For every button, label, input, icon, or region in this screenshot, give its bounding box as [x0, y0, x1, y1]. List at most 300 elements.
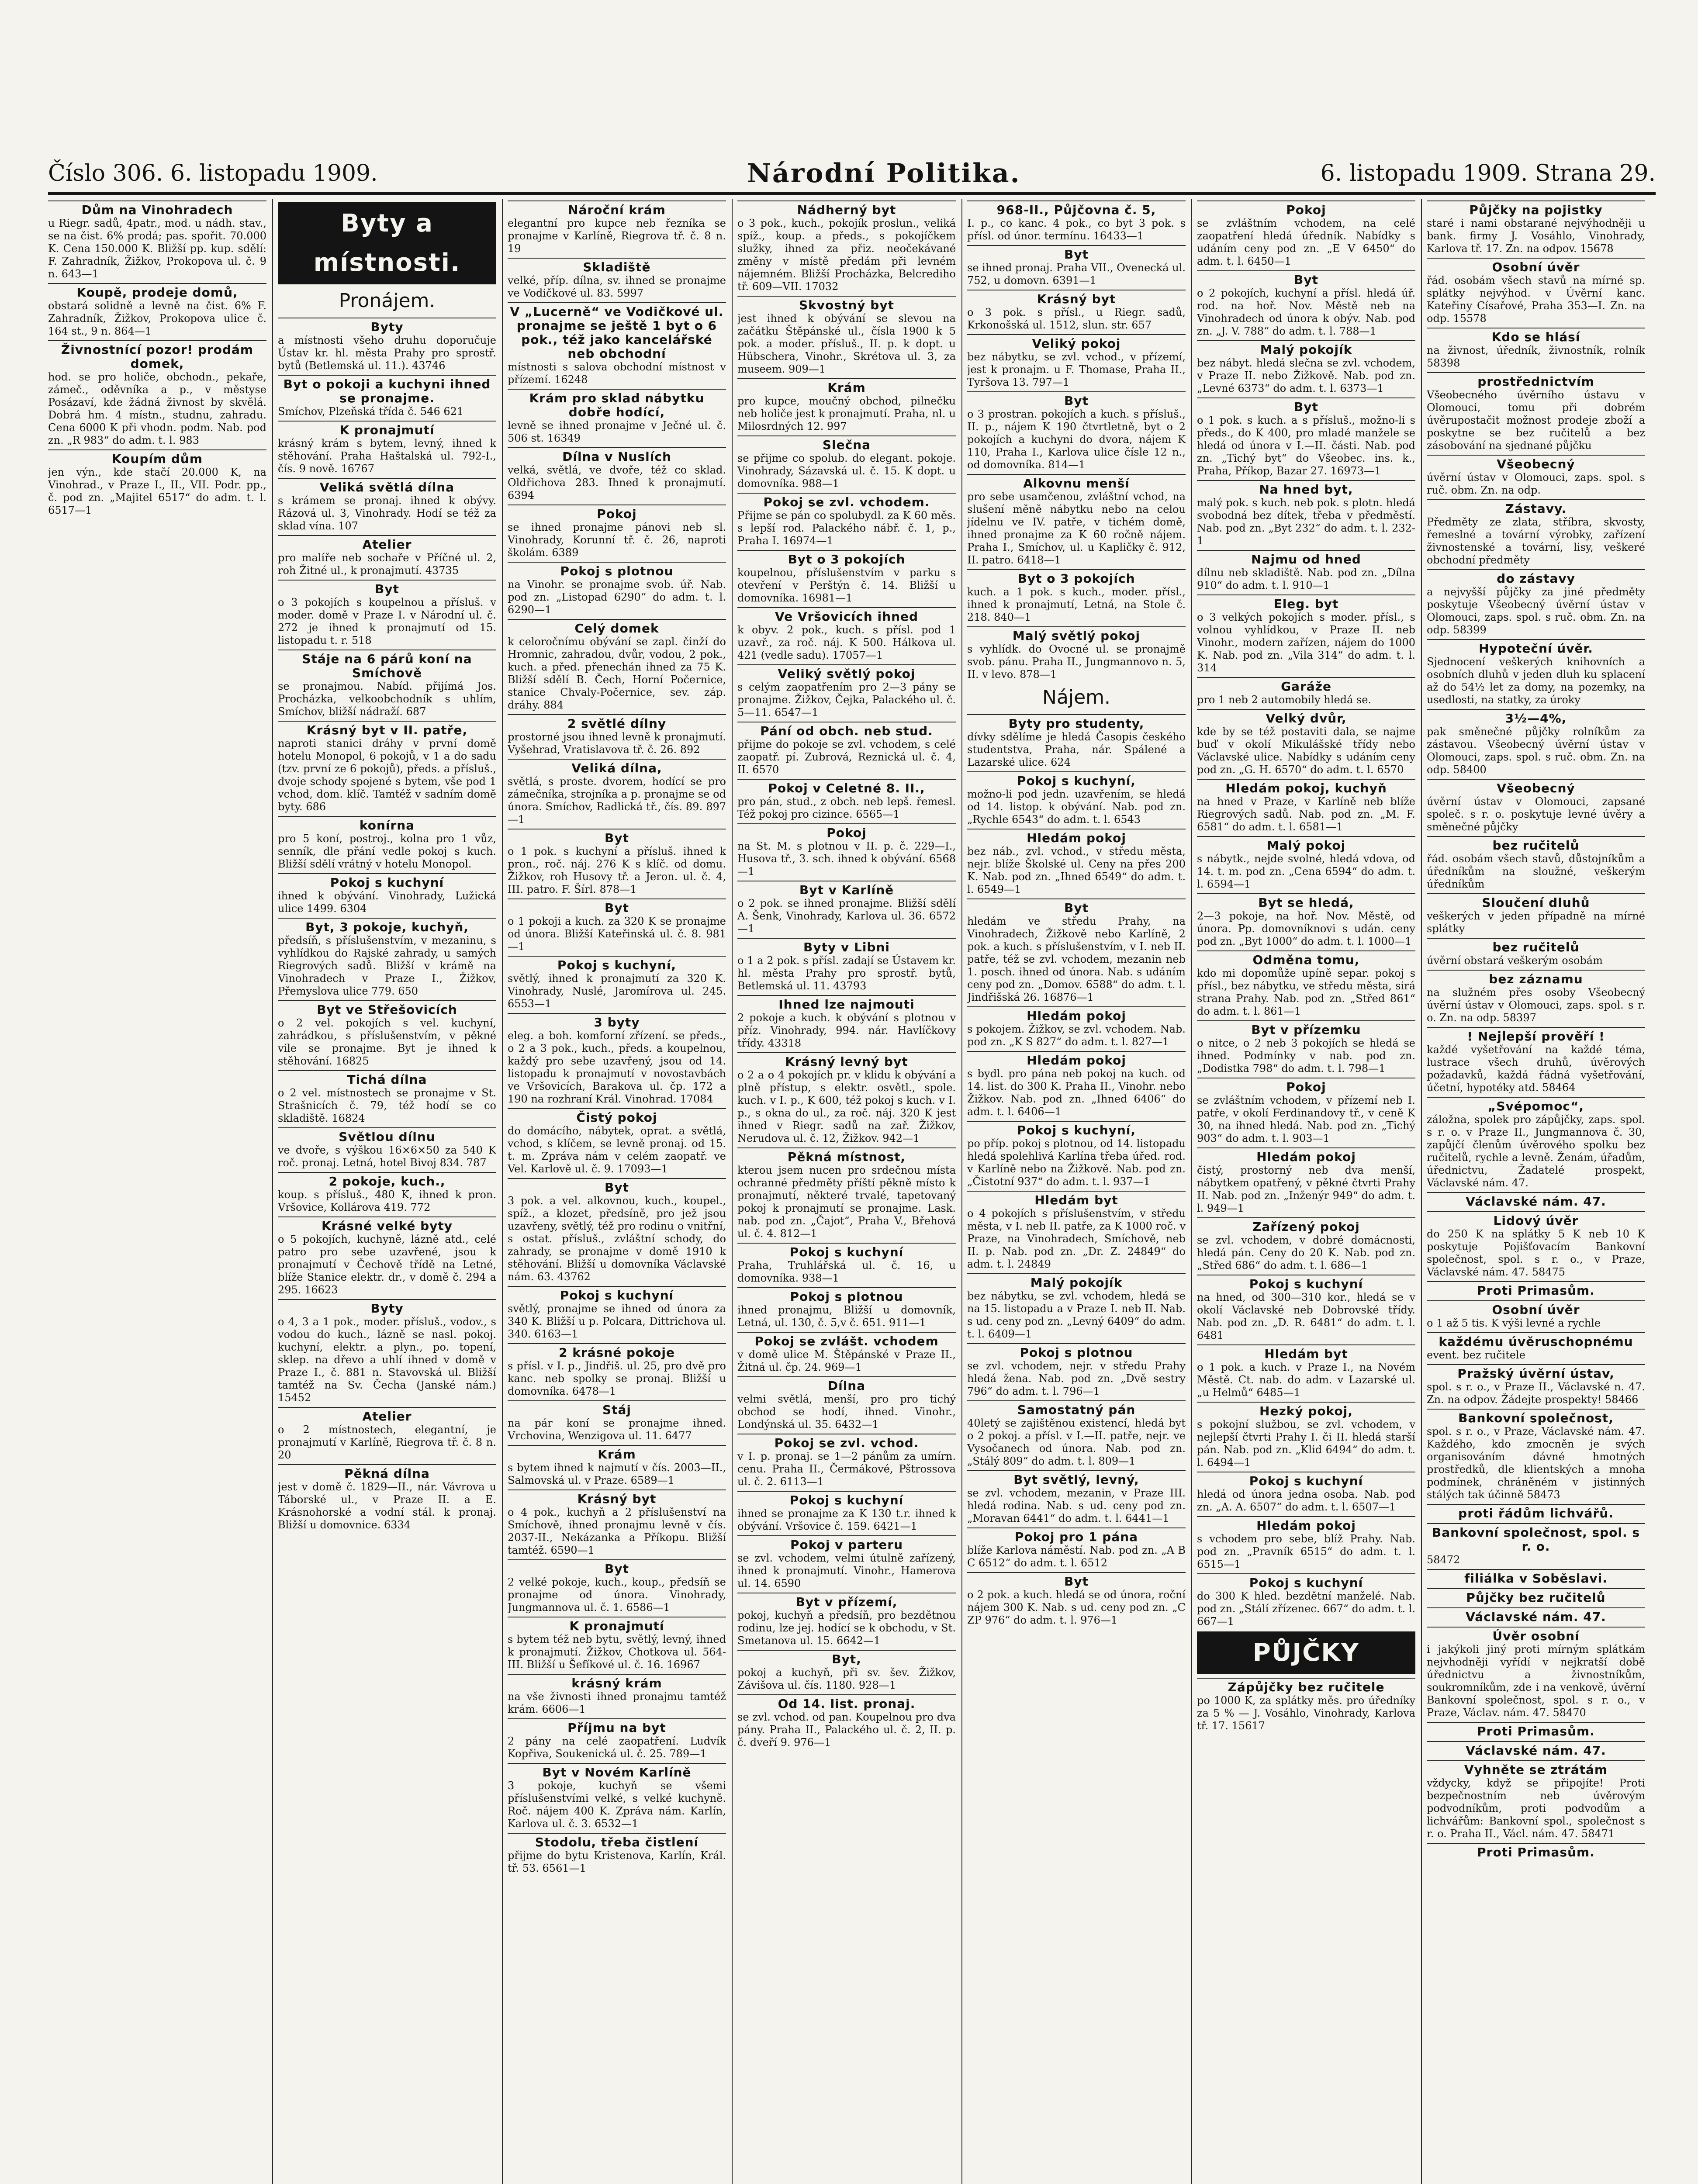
classified-ad	[278, 1000, 496, 1068]
ad-separator	[1197, 1678, 1415, 1679]
ad-headline: Osobní úvěr	[1492, 1303, 1580, 1317]
classified-ad	[967, 1470, 1186, 1525]
classified-ad	[278, 318, 496, 372]
ad-headline: Pokoj s kuchyní	[1249, 1277, 1363, 1291]
ad-body: Všeobecného úvěrního ústavu v Olomouci, tomu při dobrém úvěrupostačit možnost prodeje zboží a poskytne se bez ručitelů a bez zásobování na sjednané půjčku	[1427, 389, 1645, 452]
classified-ad	[967, 626, 1186, 681]
ad-separator	[967, 771, 1186, 772]
ad-headline: Stáje na 6 párů koní na Smíchově	[302, 652, 472, 680]
classified-ad	[278, 918, 496, 998]
ad-headline: Slečna	[822, 438, 871, 452]
ad-headline: Byty v Libni	[803, 940, 890, 954]
ad-separator	[1427, 709, 1645, 710]
classified-ad	[1197, 950, 1415, 1018]
ad-separator	[1197, 550, 1415, 551]
ad-separator	[737, 1243, 956, 1244]
ad-separator	[508, 1445, 726, 1446]
ad-headline: Pokoj se zvl. vchod.	[774, 1436, 919, 1450]
column-divider	[272, 199, 273, 2184]
ad-body: s pokojní službou, se zvl. vchodem, v nejlepší čtvrti Prahy I. či II. hledá starší pán. Nab. pod zn. „Klid 6494“ do adm. t. l. 6494—1	[1197, 1418, 1415, 1469]
ad-headline: Velký dvůr,	[1266, 711, 1347, 726]
ad-separator	[508, 1108, 726, 1109]
classified-ad	[1197, 270, 1415, 338]
ad-separator	[1427, 499, 1645, 500]
classified-ad	[967, 391, 1186, 471]
classified-ad	[1427, 258, 1645, 325]
ad-separator	[1197, 594, 1415, 595]
ad-body: a místnosti všeho druhu doporučuje Ústav kr. hl. města Prahy pro sprostř. bytů (Betlemská ul. 11.). 43746	[278, 334, 496, 372]
ad-body: 3 pok. a vel. alkovnou, kuch., koupel., spíž., a klozet, předsíně, pro jež jsou uzavřeny, světlý, též pro rodinu o vnitřní, s ostat. přísluš., zvláštní schody, do zahrady, se pronajme v domě 1910 k stěhování. Bližší u domovníka Václavské nám. 63. 43762	[508, 1195, 726, 1283]
classified-ad	[1197, 594, 1415, 674]
ad-body: 2—3 pokoje, na hoř. Nov. Městě, od února. Pp. domovníknovi s udán. ceny pod zn. „Byt 1000“ do adm. t. l. 1000—1	[1197, 910, 1415, 947]
ad-separator	[737, 1535, 956, 1536]
ad-separator	[737, 435, 956, 436]
ad-body: úvěrní obstará veškerým osobám	[1427, 954, 1603, 967]
ad-body: jen výn., kde stačí 20.000 K, na Vinohrad., v Praze I., II., VII. Podr. pp., č. pod zn. „Majitel 6517“ do adm. t. l. 6517—1	[48, 466, 266, 516]
ad-body: na St. M. s plotnou v II. p. č. 229—I., Husova tř., 3. sch. ihned k obývání. 6568—1	[737, 840, 956, 878]
classified-ad	[737, 493, 956, 547]
ad-separator	[1427, 1192, 1645, 1193]
ad-separator	[278, 1127, 496, 1128]
ad-headline: Celý domek	[574, 621, 659, 636]
classified-ad	[737, 378, 956, 433]
ad-headline: Alkovnu menší	[1023, 476, 1130, 491]
classified-ad	[1427, 200, 1645, 255]
ad-separator	[508, 714, 726, 715]
ad-headline: 968-II., Půjčovna č. 5,	[996, 203, 1156, 217]
ad-body: s vchodem pro sebe, blíž Prahy. Nab. pod zn. „Pravník 6515“ do adm. t. l. 6515—1	[1197, 1533, 1415, 1570]
ad-separator	[48, 340, 266, 341]
classified-ad	[1197, 1402, 1415, 1469]
ad-body: světlý, ihned k pronajmutí za 320 K. Vinohrady, Nuslé, Jaromírova ul. 245. 6553—1	[508, 972, 726, 1010]
ad-body: s bydl. pro pána neb pokoj na kuch. od 14. list. do 300 K. Praha II., Vinohr. nebo Žižkov. Nab. pod zn. „Ihned 6406“ do adm. t. l. 6406—1	[967, 1068, 1186, 1118]
classified-ad	[508, 389, 726, 445]
ad-headline: Živnostnící pozor! prodám domek,	[61, 342, 254, 371]
classified-ad	[508, 1559, 726, 1614]
ad-separator	[1427, 1627, 1645, 1628]
classified-ad	[508, 1445, 726, 1487]
classified-ad	[1197, 340, 1415, 395]
ad-headline: Úvěr osobní	[1492, 1629, 1580, 1643]
column-divider	[1191, 199, 1192, 2184]
classified-ad	[1427, 1097, 1645, 1189]
classified-ad	[737, 1052, 956, 1145]
classified-ad	[1427, 1607, 1645, 1624]
ad-headline: Pokoj s kuchyní	[789, 1245, 904, 1259]
ad-body: pak směnečné půjčky rolníkům za zástavou. Všeobecný úvěrní ústav v Olomouci, zaps. spol. s ruč. obm. Zn. na odp. 58400	[1427, 726, 1645, 776]
ad-body: úvěrní ústav v Olomouci, zapsané společ. s r. o. poskytuje levné úvěry a směnečné půjčky	[1427, 795, 1645, 833]
ad-separator	[1197, 1147, 1415, 1148]
ad-headline: Byty	[370, 1301, 404, 1316]
classified-ad	[508, 619, 726, 712]
ad-headline: Pokoj s kuchyní,	[1017, 1123, 1136, 1137]
ad-headline: Pokoj v Celetné 8. II.,	[768, 781, 925, 795]
ad-body: se zvl. vchod. od pan. Koupelnou pro dva pány. Praha II., Palackého ul. č. 2, II. p. č. dveří 9. 976—1	[737, 1711, 956, 1749]
ad-separator	[508, 1489, 726, 1490]
ad-headline: Hypoteční úvěr.	[1479, 641, 1593, 656]
ad-separator	[1427, 1300, 1645, 1301]
ad-separator	[737, 607, 956, 608]
ad-body: se zvl. vchodem, v dobré domácnosti, hledá pán. Ceny do 20 K. Nab. pod zn. „Střed 686“ do adm. t. l. 686—1	[1197, 1234, 1415, 1272]
section-heading-pujcky: PŮJČKY	[1197, 1631, 1415, 1674]
ad-body: na Vinohr. se pronajme svob. úř. Nab. pod zn. „Listopad 6290“ do adm. t. l. 6290—1	[508, 578, 726, 616]
classified-ad	[1427, 1722, 1645, 1738]
ad-separator	[1427, 1523, 1645, 1524]
ad-headline: Pokoj s kuchyní	[330, 875, 444, 890]
classified-ad	[278, 1464, 496, 1531]
ad-separator	[278, 873, 496, 874]
ad-separator	[1427, 1281, 1645, 1282]
classified-ad	[1427, 1027, 1645, 1094]
ad-separator	[1197, 1402, 1415, 1403]
ad-headline: Byt	[605, 831, 629, 845]
classified-ad	[1427, 1211, 1645, 1279]
ad-separator	[508, 1178, 726, 1179]
classifieds-columns	[48, 199, 1656, 2184]
ad-headline: Půjčky na pojistky	[1469, 203, 1603, 217]
ad-headline: Tichá dílna	[347, 1072, 427, 1087]
classified-ad	[967, 290, 1186, 332]
ad-headline: Byt	[605, 1562, 629, 1576]
ad-body: se zvl. vchodem, mezanin, v Praze III. hledá rodina. Nab. s ud. ceny pod zn. „Moravan 6441“ do adm. t. l. 6441—1	[967, 1487, 1186, 1524]
ad-headline: Pokoj s kuchyní	[1249, 1474, 1363, 1488]
ad-separator	[508, 1674, 726, 1675]
ad-separator	[737, 296, 956, 297]
ad-body: pro 5 koní, postroj., kolna pro 1 vůz, senník, dle přání vedle pokoj s kuch. Bližší sdělí vrátný v hotelu Monopol.	[278, 833, 496, 870]
ad-body: s bytem ihned k najmutí v čís. 2003—II., Salmovská ul. v Praze. 6589—1	[508, 1462, 726, 1486]
ad-separator	[278, 375, 496, 376]
ad-body: naproti stanici dráhy v první domě hotelu Monopol, 6 pokojů, v 1 a do sadu (tzv. první ze 6 pokojů), předs. a přísluš., dvoje schody spojené s bytem, vše pod 1 vchod, dom. klíč. Tamtéž v sadním domě byty. 686	[278, 737, 496, 813]
column-divider	[502, 199, 503, 2184]
classified-ad	[1197, 550, 1415, 592]
ad-body: velké, příp. dílna, sv. ihned se pronajme ve Vodičkové ul. 83. 5997	[508, 274, 726, 299]
ad-separator	[1427, 1097, 1645, 1098]
ad-body: s bytem též neb bytu, světlý, levný, ihned k pronajmutí. Žižkov, Chotkova ul. 564-III. Bližší u Šefíkové ul. č. 16. 16967	[508, 1633, 726, 1671]
ad-headline: proti řádům lichvářů.	[1458, 1506, 1614, 1521]
ad-headline: ! Nejlepší prověří !	[1467, 1029, 1605, 1044]
ad-headline: Skvostný byt	[799, 298, 894, 312]
ad-headline: Byt	[605, 901, 629, 915]
ad-headline: každému úvěruschopnému	[1439, 1334, 1633, 1349]
classified-ad	[508, 1013, 726, 1106]
ad-separator	[967, 1121, 1186, 1122]
ad-headline: Hledám pokoj	[1256, 1150, 1356, 1164]
ad-body: ve dvoře, s výškou 16×6×50 za 540 K roč. pronaj. Letná, hotel Bivoj 834. 787	[278, 1144, 496, 1169]
classified-ad	[278, 478, 496, 532]
ad-body: bez nábytku, se zvl. vchodem, hledá se na 15. listopadu a v Praze I. neb II. Nab. s ud. ceny pod zn. „Levný 6409“ do adm. t. l. 6409—1	[967, 1290, 1186, 1340]
ad-body: na vše živnosti ihned pronajmu tamtéž krám. 6606—1	[508, 1690, 726, 1715]
ad-separator	[737, 1650, 956, 1651]
ad-separator	[508, 1559, 726, 1560]
ad-separator	[1427, 779, 1645, 780]
ad-separator	[1197, 950, 1415, 951]
ad-body: čistý, prostorný neb dva menší, nábytkem opatřený, v pěkné čtvrti Prahy II. Nab. pod zn. „Inženýr 949“ do adm. t. l. 949—1	[1197, 1164, 1415, 1214]
classified-ad	[278, 580, 496, 647]
ad-separator	[278, 1464, 496, 1465]
ad-headline: Veliká dílna,	[571, 761, 662, 775]
ad-headline: konírna	[359, 818, 415, 833]
ad-separator	[1197, 1573, 1415, 1574]
classified-ad	[1427, 1569, 1645, 1586]
ad-headline: Hledám pokoj	[1027, 1009, 1126, 1023]
ad-headline: Byt	[1064, 901, 1089, 915]
classified-ad	[508, 302, 726, 386]
ad-separator	[967, 1470, 1186, 1471]
ad-headline: Byt	[375, 582, 399, 596]
ad-headline: Hledám byt	[1034, 1193, 1118, 1207]
ad-headline: Zápůjčky bez ručitele	[1228, 1680, 1385, 1694]
ad-separator	[278, 1070, 496, 1071]
classified-ad	[737, 200, 956, 293]
classified-ad	[967, 898, 1186, 1004]
ad-separator	[1197, 1217, 1415, 1218]
ad-body: se zvl. vchodem, velmi útulně zařízený, ihned k pronajmutí. Vinohr., Hamerova ul. 14. 6590	[737, 1552, 956, 1590]
ad-body: Předměty ze zlata, stříbra, skvosty, řemeslné a tovární výrobky, zařízení živnostenské a tovární, lisy, veškeré obchodní předměty	[1427, 516, 1645, 566]
classified-ad	[1427, 779, 1645, 833]
ad-headline: Veliký světlý pokoj	[778, 667, 916, 681]
column-3	[508, 199, 726, 2184]
ad-separator	[508, 1286, 726, 1287]
ad-headline: Kdo se hlásí	[1491, 330, 1580, 344]
ad-headline: Čistý pokoj	[576, 1110, 657, 1125]
section-heading-pronajem: Pronájem.	[339, 290, 436, 312]
classified-ad	[48, 449, 266, 517]
ad-headline: Krásný levný byt	[785, 1054, 908, 1069]
ad-headline: Dům na Vinohradech	[81, 203, 233, 217]
ad-separator	[278, 535, 496, 536]
classified-ad	[508, 759, 726, 826]
ad-body: ihned se pronajme za K 130 t.r. ihned k obývání. Vršovice č. 159. 6421—1	[737, 1507, 956, 1532]
classified-ad	[1197, 779, 1415, 833]
ad-body: o 1 pok. s kuch. a s přísluš., možno-li s předs., do K 400, pro mladé manžele se hledá od února v I.—II. části. Nab. pod zn. „Tichý byt“ do Všeobec. ins. k., Praha, Příkop, Bazar 27. 16973—1	[1197, 414, 1415, 477]
ad-body: 40letý se zajištěnou existencí, hledá byt o 2 pokoj. a přísl. v I.—II. patře, nejr. ve Vysočanech od února. Nab. pod zn. „Stálý 809“ do adm. t. l. 809—1	[967, 1417, 1186, 1467]
ad-body: 2 pány na celé zaopatření. Ludvík Kopřiva, Soukenická ul. č. 25. 789—1	[508, 1735, 726, 1760]
ad-headline: Odměna tomu,	[1252, 953, 1360, 967]
ad-separator	[1427, 938, 1645, 939]
ad-headline: Koupě, prodeje domů,	[76, 285, 238, 300]
ad-body: o 4 pokojích s příslušenstvím, v středu města, v I. neb II. patře, za K 1000 roč. v Praze, na Vinohradech, Smíchově, neb II. p. Nab. pod zn. „Dr. Z. 24849“ do adm. t. l. 24849	[967, 1207, 1186, 1270]
ad-body: možno-li pod jedn. uzavřením, se hledá od 14. listop. k obývání. Nab. pod zn. „Rychle 6543“ do adm. t. l. 6543	[967, 788, 1186, 826]
ad-headline: Byt v Karlíně	[799, 883, 894, 897]
classified-ad	[1197, 1573, 1415, 1628]
ad-body: kterou jsem nucen pro srdečnou místa ochranné předměty příští pěkně místo k pronajmutí, některé trvalé, tapetovaný pokoj k pronajmutí se pronajme. Lask. nab. pod zn. „Čajot“, Praha V., Břehová ul. č. 4. 812—1	[737, 1164, 956, 1240]
classified-ad	[967, 1273, 1186, 1341]
ad-headline: Sloučení dluhů	[1482, 895, 1590, 910]
ad-separator	[1427, 1843, 1645, 1844]
ad-body: o 4 pok., kuchyň a 2 příslušenství na Smíchově, ihned pronajmu levně v čís. 2037-II., Nekázanka a Příkopu. Bližší tamtéž. 6590—1	[508, 1506, 726, 1556]
classified-ad	[967, 1400, 1186, 1468]
ad-separator	[1427, 455, 1645, 456]
ad-body: dívky sdělíme je hledá Časopis českého studentstva, Praha, nár. Spálené a Lazarské ulice. 624	[967, 731, 1186, 768]
column-divider	[961, 199, 962, 2184]
ad-headline: Pokoj s kuchyní	[560, 1288, 674, 1303]
ad-separator	[967, 391, 1186, 392]
classified-ad	[1197, 1020, 1415, 1075]
ad-body: k celoročnímu obývání se zapl. činží do Hromnic, zahradou, dvůr, vodou, 2 pok., kuch. a před. přenechán ihned za 75 K. Bližší sdělí B. Čech, Horní Počernice, stanice Chvaly-Počernice, sev. záp. dráhy. 884	[508, 636, 726, 711]
ad-headline: Malý pokojík	[1260, 342, 1352, 357]
classified-ad	[508, 1718, 726, 1760]
ad-headline: Proti Primasům.	[1477, 1283, 1595, 1298]
classified-ad	[508, 1617, 726, 1671]
ad-separator	[1427, 1607, 1645, 1608]
classified-ad	[1197, 1217, 1415, 1272]
classified-ad	[508, 898, 726, 953]
ad-separator	[737, 1491, 956, 1492]
ad-body: elegantní pro kupce neb řezníka se pronajme v Karlíně, Riegrova tř. č. 8 n. 19	[508, 217, 726, 255]
ad-headline: Ihned lze najmouti	[778, 997, 915, 1012]
classified-ad	[508, 562, 726, 616]
ad-separator	[508, 1013, 726, 1014]
ad-separator	[508, 956, 726, 957]
classified-ad	[1197, 1078, 1415, 1145]
ad-body: o 2 vel. pokojích s vel. kuchyní, zahrádkou, s příslušenstvím, v pěkné vile se pronajme. Byt je ihned k stěhování. 16825	[278, 1017, 496, 1067]
classified-ad	[737, 607, 956, 662]
ad-body: 3 pokoje, kuchyň se všemi příslušenstvími velké, s velké kuchyně. Roč. nájem 400 K. Zpráva nám. Karlín, Karlova ul. č. 3. 6532—1	[508, 1780, 726, 1830]
classified-ad	[1197, 1147, 1415, 1215]
classified-ad	[967, 1527, 1186, 1569]
ad-headline: Pokoj s plotnou	[560, 564, 674, 578]
classified-ad	[737, 881, 956, 935]
classified-ad	[1427, 1281, 1645, 1298]
ad-headline: 3 byty	[594, 1015, 640, 1030]
ad-headline: Byt	[1064, 247, 1089, 262]
ad-separator	[1427, 1027, 1645, 1028]
ad-body: o 2 pok. se ihned pronajme. Bližší sdělí A. Šenk, Vinohrady, Karlova ul. 36. 6572—1	[737, 897, 956, 935]
classified-ad	[1427, 709, 1645, 776]
classified-ad	[967, 829, 1186, 896]
ad-body: místnosti s salova obchodní místnost v přízemí. 16248	[508, 361, 726, 386]
ad-headline: Pokoj s plotnou	[1020, 1345, 1133, 1360]
ad-separator	[508, 562, 726, 563]
ad-separator	[967, 245, 1186, 246]
ad-body: Přijme se pán co spolubydl. za K 60 měs. s lepší rod. Palackého nábř. č. 1, p., Praha I. 16974—1	[737, 509, 956, 547]
classified-ad	[508, 1343, 726, 1398]
ad-headline: Skladiště	[583, 260, 651, 274]
ad-headline: Byt v přízemku	[1251, 1023, 1361, 1037]
ad-headline: 2 krásné pokoje	[559, 1345, 675, 1360]
classified-ad	[737, 779, 956, 821]
ad-separator	[508, 389, 726, 390]
classified-ad	[967, 1051, 1186, 1118]
ad-separator	[967, 898, 1186, 899]
classified-ad	[967, 1121, 1186, 1188]
ad-headline: Krám pro sklad nábytku dobře hodící,	[529, 391, 705, 419]
ad-body: po 1000 K, za splátky měs. pro úředníky za 5 % — J. Vosáhlo, Vinohrady, Karlova tř. 17. 15617	[1197, 1694, 1415, 1732]
ad-headline: Byt	[605, 1180, 629, 1195]
ad-headline: K pronajmutí	[569, 1619, 664, 1633]
ad-headline: Nároční krám	[568, 203, 666, 217]
ad-headline: Pokoj	[1286, 1080, 1326, 1094]
ad-headline: Pokoj	[1286, 203, 1326, 217]
ad-headline: Koupím dům	[111, 452, 203, 466]
ad-body: přijme do pokoje se zvl. vchodem, s celé zaopatř. pí. Zubrová, Reznická ul. č. 4, II. 6570	[737, 738, 956, 776]
classified-ad	[1197, 1678, 1415, 1732]
ad-separator	[1197, 397, 1415, 398]
ad-body: do 250 K na splátky 5 K neb 10 K poskytuje Pojišťovacím Bankovní společnost, spol. s r. o., v Praze, Václavské nám. 47. 58475	[1427, 1228, 1645, 1278]
ad-separator	[1197, 779, 1415, 780]
ad-headline: Pražský úvěrní ústav,	[1457, 1366, 1615, 1381]
ad-headline: Hledám pokoj	[1027, 831, 1126, 845]
classified-ad	[1197, 1344, 1415, 1399]
ad-separator	[737, 1376, 956, 1377]
ad-separator	[1427, 1409, 1645, 1410]
ad-headline: Byt o 3 pokojích	[1017, 571, 1135, 586]
ad-body: se zvláštním vchodem, na celé zaopatření hledá úředník. Nabídky s udáním ceny pod zn. „E V 6450“ do adm. t. l. 6450—1	[1197, 217, 1415, 267]
classified-ad	[1197, 709, 1415, 776]
column-4	[737, 199, 956, 2184]
ad-separator	[508, 447, 726, 448]
ad-separator	[737, 493, 956, 494]
ad-headline: Hezký pokoj,	[1259, 1404, 1353, 1418]
classified-ad	[508, 1489, 726, 1557]
ad-headline: Atelier	[362, 537, 412, 552]
ad-headline: Nádherný byt	[797, 203, 896, 217]
ad-headline: Příjmu na byt	[567, 1721, 666, 1735]
ad-separator	[737, 378, 956, 379]
newspaper-title: Národní Politika.	[747, 158, 1021, 189]
ad-body: blíže Karlova náměstí. Nab. pod zn. „A B C 6512“ do adm. t. l. 6512	[967, 1544, 1186, 1569]
ad-body: pro sebe usamčenou, zvláštní vchod, na slušení měně nábytku nebo na celou jídelnu ve IV. patře, v tichém domě, ihned pronajme za K 60 ročně nájem. Praha I., Smíchov, ul. u Kapličky č. 912, II. patro. 6418—1	[967, 491, 1186, 566]
classified-ad	[1427, 1760, 1645, 1840]
column-5	[967, 199, 1186, 2184]
ad-headline: Hledám pokoj	[1027, 1053, 1126, 1068]
ad-body: s přísl. v I. p., Jindřiš. ul. 25, pro dvě pro kanc. neb spolky se pronaj. Bližší u domovníka. 6478—1	[508, 1360, 726, 1397]
ad-separator	[1427, 372, 1645, 373]
ad-body: o 3 pokojích s koupelnou a přísluš. v moder. domě v Praze I. v Národní ul. č. 272 je ihned k pronajmutí od 15. listopadu t. r. 518	[278, 596, 496, 646]
ad-headline: Byt v Novém Karlíně	[542, 1765, 692, 1780]
ad-body: o 1 pokoji a kuch. za 320 K se pronajme od února. Bližší Kateřinská ul. č. 8. 981—1	[508, 915, 726, 953]
column-1	[48, 199, 266, 2184]
ad-body: Smíchov, Plzeňská třída č. 546 621	[278, 405, 464, 418]
classified-ad	[737, 1434, 956, 1488]
classified-ad	[1197, 200, 1415, 268]
ad-headline: Osobní úvěr	[1492, 260, 1580, 274]
classified-ad	[737, 823, 956, 878]
ad-body: spol. s r. o., v Praze, Václavské nám. 47. Každého, kdo zmocněn je svých organisováním dávné hmotných prostředků, dle klientských a mnoha podmínek, chráněném v jistinných stálých tak účinně 58473	[1427, 1425, 1645, 1501]
ad-body: veškerých v jeden případně na mírné splátky	[1427, 910, 1645, 935]
ad-headline: Zařízený pokoj	[1252, 1220, 1360, 1234]
ad-body: s celým zaopatřením pro 2—3 pány se pronajme. Žižkov, Čejka, Palackého ul. č. 5—11. 6547—1	[737, 681, 956, 719]
ad-body: s nábytk., nejde svolné, hledá vdova, od 14. t. m. pod zn. „Cena 6594“ do adm. t. l. 6594—1	[1197, 853, 1415, 890]
ad-headline: Proti Primasům.	[1477, 1724, 1595, 1738]
ad-separator	[1197, 1020, 1415, 1021]
ad-body: se ihned pronajme pánovi neb sl. Vinohrady, Korunní tř. č. 26, naproti školám. 6389	[508, 521, 726, 559]
ad-body: světlý, pronajme se ihned od února za 340 K. Bližší u p. Polcara, Dittrichova ul. 340. 6163—1	[508, 1303, 726, 1340]
classified-ad	[1427, 499, 1645, 567]
ad-headline: Půjčky bez ručitelů	[1466, 1590, 1606, 1605]
ad-body: kuch. a 1 pok. s kuch., moder. přísl., ihned k pronajmutí, Letná, na Stole č. 218. 840—1	[967, 586, 1186, 623]
ad-separator	[737, 995, 956, 996]
classified-ad	[1197, 480, 1415, 547]
ad-headline: Byty pro studenty,	[1008, 716, 1145, 731]
ad-separator	[1427, 1504, 1645, 1505]
ad-headline: Václavské nám. 47.	[1466, 1743, 1606, 1758]
ad-headline: Atelier	[362, 1409, 412, 1424]
classified-ad	[1427, 455, 1645, 497]
ad-headline: Krám	[598, 1447, 636, 1462]
ad-separator	[1427, 1211, 1645, 1212]
ad-separator	[967, 1273, 1186, 1274]
classified-ad	[1427, 893, 1645, 935]
ad-separator	[967, 1051, 1186, 1052]
ad-headline: Lidový úvěr	[1493, 1213, 1579, 1228]
ad-separator	[1427, 1588, 1645, 1589]
ad-headline: Stodolu, třeba čistlení	[535, 1835, 699, 1849]
classified-ad	[48, 200, 266, 280]
masthead-rule	[48, 192, 1656, 195]
ad-body: 58472	[1427, 1554, 1460, 1566]
ad-headline: Veliký pokoj	[1032, 336, 1121, 351]
